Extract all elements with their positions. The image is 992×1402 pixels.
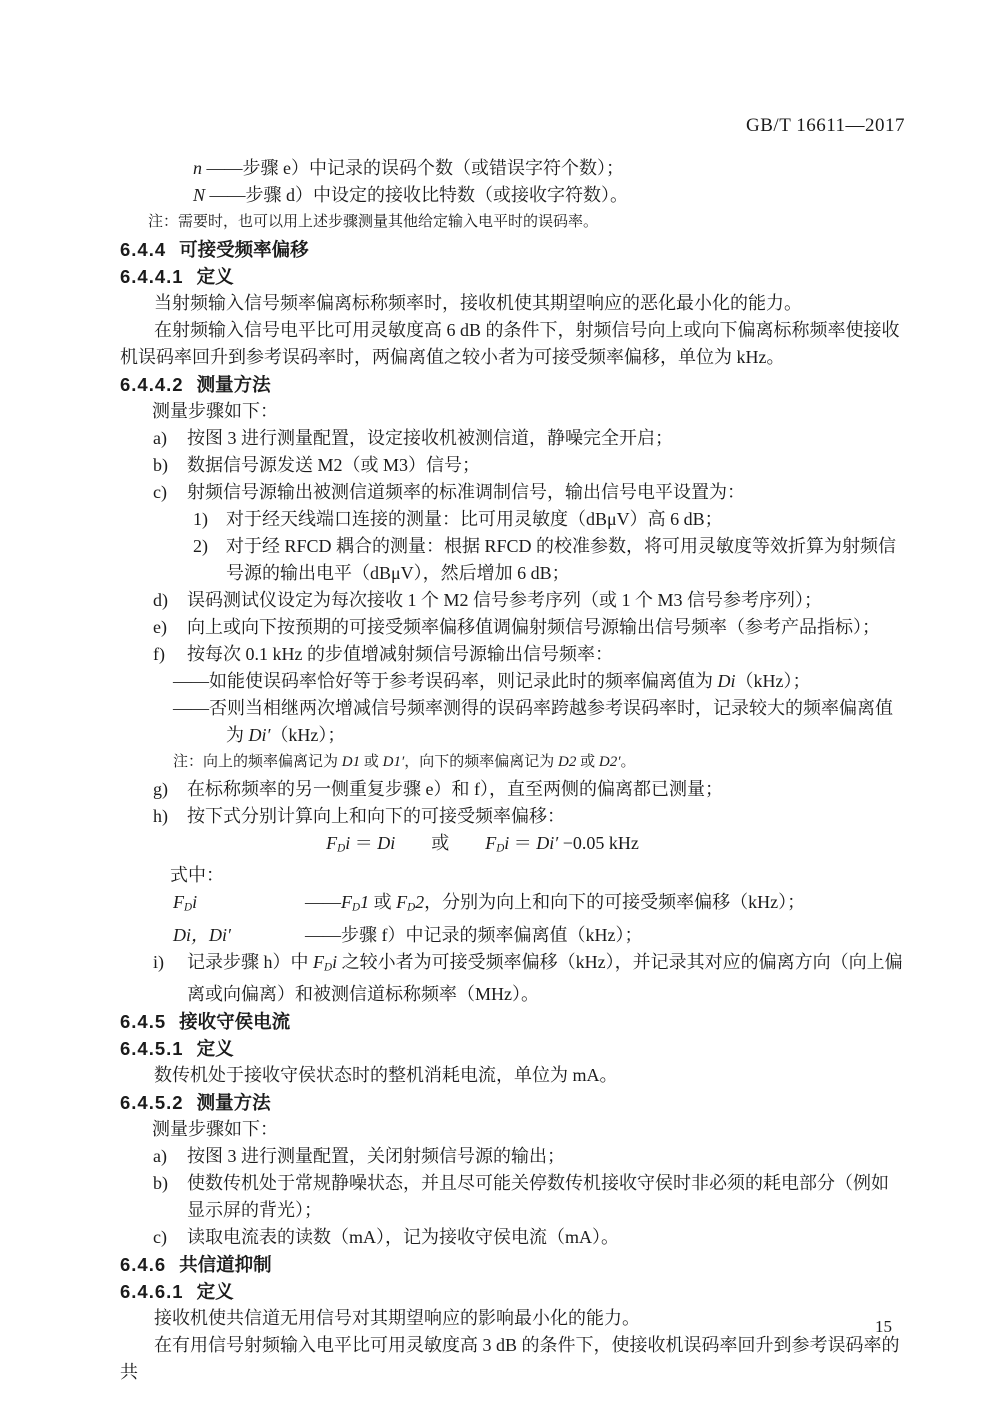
step-label: b) xyxy=(153,455,168,475)
note-step-f: 注：向上的频率偏离记为 D1 或 D1′，向下的频率偏离记为 D2 或 D2′。 xyxy=(173,754,636,770)
heading-number: 6.4.5.2 xyxy=(120,1092,184,1114)
heading-number: 6.4.4.1 xyxy=(120,266,184,287)
heading-title: 测量方法 xyxy=(196,374,271,395)
lead-line: 测量步骤如下： xyxy=(152,401,278,421)
step-label: 1) xyxy=(193,509,208,529)
step-label: a) xyxy=(153,428,167,448)
where-item xyxy=(120,922,905,949)
heading-title: 定义 xyxy=(196,1281,234,1303)
section-heading-6-4-6-1 xyxy=(120,1278,905,1305)
dash-item: ——否则当相继两次增减信号频率测得的误码率跨越参考误码率时，记录较大的频率偏离值为 Di′（kHz）； xyxy=(173,698,893,745)
section-heading-6-4-4-1 xyxy=(120,263,905,290)
doc-code-header: GB/T 16611—2017 xyxy=(746,115,905,136)
step-text: 按每次 0.1 kHz 的步值增减射频信号源输出信号频率： xyxy=(187,644,613,664)
step-item-c xyxy=(120,1224,905,1251)
step-item-b xyxy=(120,1170,905,1224)
sub-step-item-1 xyxy=(120,506,905,533)
step-text: 在标称频率的另一侧重复步骤 e）和 f），直至两侧的偏离都已测量； xyxy=(187,779,723,799)
dash-item: ——如能使误码率恰好等于参考误码率，则记录此时的频率偏离值为 Di（kHz）； xyxy=(173,671,811,691)
step-text: 使数传机处于常规静噪状态，并且尽可能关停数传机接收守侯时非必须的耗电部分（例如显示屏的背光）； xyxy=(187,1173,889,1221)
where-term: Di，Di′ xyxy=(173,924,231,945)
step-label: a) xyxy=(153,1146,167,1167)
step-label: e) xyxy=(153,617,167,637)
step-item-a xyxy=(120,1143,905,1170)
note-prelude: 注：需要时，也可以用上述步骤测量其他给定输入电平时的误码率。 xyxy=(148,214,599,230)
step-text: 按图 3 进行测量配置，设定接收机被测信道，静噪完全开启； xyxy=(187,428,673,448)
section-heading-6-4-5-1 xyxy=(120,1035,905,1062)
section-heading-6-4-4-2 xyxy=(120,371,905,398)
section-heading-6-4-5 xyxy=(120,1008,905,1035)
step-item-a xyxy=(120,425,905,452)
paragraph: 在有用信号射频输入电平比可用灵敏度高 3 dB 的条件下，使接收机误码率回升到参考误码率的共 xyxy=(120,1335,900,1383)
step-text: 按图 3 进行测量配置，关闭射频信号源的输出； xyxy=(187,1146,565,1167)
heading-number: 6.4.5.1 xyxy=(120,1038,184,1060)
step-label: g) xyxy=(153,779,168,799)
step-text: 按下式分别计算向上和向下的可接受频率偏移： xyxy=(187,806,565,826)
step-label: f) xyxy=(153,644,165,664)
heading-number: 6.4.4 xyxy=(120,239,167,260)
step-text: 数据信号源发送 M2（或 M3）信号； xyxy=(187,455,481,475)
heading-number: 6.4.4.2 xyxy=(120,374,184,395)
where-definition: $——F_D1$ 或 $F_D2$，分别为向上和向下的可接受频率偏移（kHz）； xyxy=(305,892,806,914)
step-label: h) xyxy=(153,806,168,826)
heading-title: 定义 xyxy=(196,266,234,287)
paragraph: 当射频输入信号频率偏离标称频率时，接收机使其期望响应的恶化最小化的能力。 xyxy=(154,293,802,313)
where-label: 式中： xyxy=(170,865,224,886)
step-item-g xyxy=(120,776,905,803)
step-item-b xyxy=(120,452,905,479)
heading-number: 6.4.5 xyxy=(120,1011,167,1033)
step-label: c) xyxy=(153,1227,167,1248)
heading-title: 接收守侯电流 xyxy=(179,1011,291,1033)
step-label: 2) xyxy=(193,536,208,556)
lead-line: 测量步骤如下： xyxy=(152,1119,278,1140)
section-heading-6-4-6 xyxy=(120,1251,905,1278)
step-label: b) xyxy=(153,1173,168,1194)
formula: $F_Di = Di$ 或 $F_Di = Di' -0.05$ kHz xyxy=(326,833,639,855)
paragraph: 数传机处于接收守侯状态时的整机消耗电流，单位为 mA。 xyxy=(154,1065,618,1086)
heading-number: 6.4.6 xyxy=(120,1254,167,1276)
page-number: 15 xyxy=(875,1317,892,1336)
step-text: 射频信号源输出被测信道频率的标准调制信号，输出信号电平设置为： xyxy=(187,482,745,502)
step-text: 对于经天线端口连接的测量：比可用灵敏度（dBμV）高 6 dB； xyxy=(226,509,723,529)
section-heading-6-4-4 xyxy=(120,236,905,263)
step-text: 对于经 RFCD 耦合的测量：根据 RFCD 的校准参数，将可用灵敏度等效折算为射频信号源的输出电平（dBμV），然后增加 6 dB； xyxy=(226,536,897,583)
step-item-d xyxy=(120,587,905,614)
variable-definition-n: n ——步骤 e）中记录的误码个数（或错误字符个数）； xyxy=(193,158,624,178)
step-label: i) xyxy=(153,951,164,972)
where-definition: ——步骤 f）中记录的频率偏离值（kHz）； xyxy=(305,924,643,945)
sub-step-item-2 xyxy=(120,533,905,587)
step-item-i xyxy=(120,949,905,1008)
section-heading-6-4-5-2 xyxy=(120,1089,905,1116)
step-text: 误码测试仪设定为每次接收 1 个 M2 信号参考序列（或 1 个 M3 信号参考序列）； xyxy=(187,590,823,610)
step-label: d) xyxy=(153,590,168,610)
step-text: 读取电流表的读数（mA），记为接收守侯电流（mA）。 xyxy=(187,1227,619,1248)
heading-title: 可接受频率偏移 xyxy=(179,239,309,260)
heading-title: 共信道抑制 xyxy=(179,1254,272,1276)
step-item-f xyxy=(120,641,905,668)
step-text: 记录步骤 h）中 $F_Di$ 之较小者为可接受频率偏移（kHz），并记录其对应的偏离方向（向上偏离或向偏离）和被测信道标称频率（MHz）。 xyxy=(187,951,903,1005)
step-item-e xyxy=(120,614,905,641)
step-text: 向上或向下按预期的可接受频率偏移值调偏射频信号源输出信号频率（参考产品指标）； xyxy=(187,617,880,637)
heading-number: 6.4.6.1 xyxy=(120,1281,184,1303)
where-item xyxy=(120,889,905,921)
heading-title: 定义 xyxy=(196,1038,234,1060)
step-item-c xyxy=(120,479,905,506)
where-term: $F_Di$ xyxy=(173,892,198,914)
paragraph: 接收机使共信道无用信号对其期望响应的影响最小化的能力。 xyxy=(154,1308,640,1329)
variable-definition-N: N ——步骤 d）中设定的接收比特数（或接收字符数）。 xyxy=(193,185,629,205)
step-item-h xyxy=(120,803,905,830)
step-label: c) xyxy=(153,482,167,502)
paragraph: 在射频输入信号电平比可用灵敏度高 6 dB 的条件下，射频信号向上或向下偏离标称频率使接收机误码率回升到参考误码率时，两偏离值之较小者为可接受频率偏移，单位为 kHz。 xyxy=(120,320,900,367)
heading-title: 测量方法 xyxy=(196,1092,271,1114)
